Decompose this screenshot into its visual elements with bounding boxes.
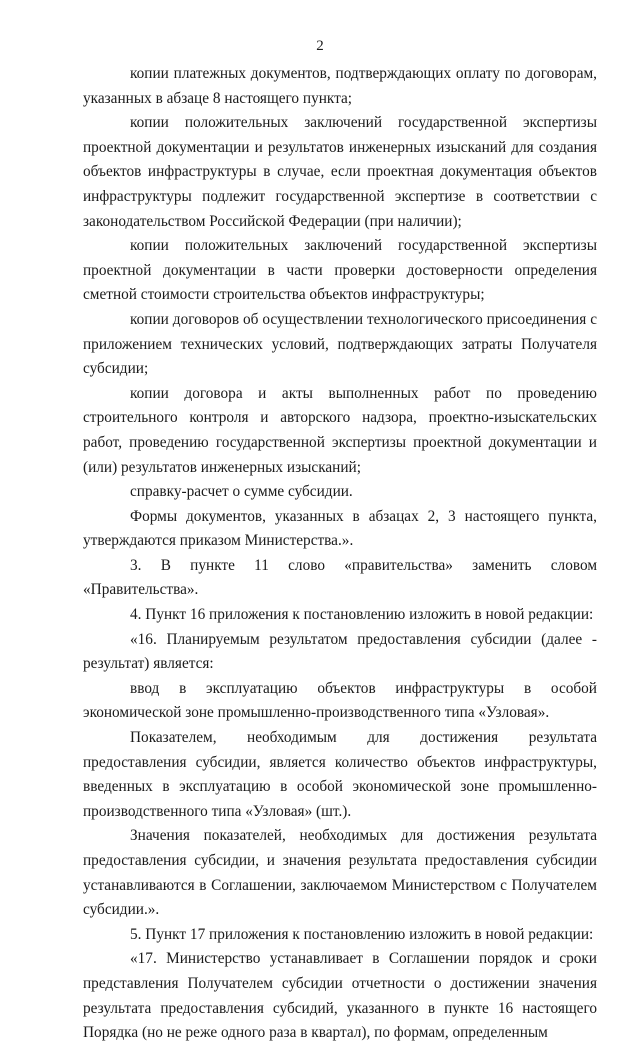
page-number: 2 — [316, 38, 324, 54]
paragraph: копии договоров об осуществлении технологического присоединения с приложением технических условий, подтверждающих затраты Получателя субсидии; — [83, 310, 597, 378]
paragraph: 5. Пункт 17 приложения к постановлению изложить в новой редакции: — [130, 925, 594, 943]
paragraph: Значения показателей, необходимых для достижения результата предоставления субсидии, и значения результата предоставления субсидии устанавливаются в Соглашении, заключаемом Министерством с Получателем субсидии.». — [83, 827, 597, 919]
paragraph: 4. Пункт 16 приложения к постановлению изложить в новой редакции: — [130, 606, 594, 624]
document-body — [83, 62, 597, 1046]
paragraph: Показателем, необходимым для достижения результата предоставления субсидии, является количество объектов инфраструктуры, введенных в эксплуатацию в особой экономической зоне промышленно-производственного типа «Узловая» (шт.). — [83, 729, 597, 820]
paragraph: копии платежных документов, подтверждающих оплату по договорам, указанных в абзаце 8 настоящего пункта; — [83, 65, 597, 107]
paragraph: справку-расчет о сумме субсидии. — [130, 483, 353, 501]
paragraph: ввод в эксплуатацию объектов инфраструктуры в особой экономической зоне промышленно-производственного типа «Узловая». — [83, 679, 597, 722]
paragraph: «16. Планируемым результатом предоставления субсидии (далее - результат) является: — [83, 630, 597, 673]
paragraph: «17. Министерство устанавливает в Соглашении порядок и сроки представления Получателем субсидии отчетности о достижении значения результата предоставления субсидий, указанного в пункте 16 настоящего Порядка (но не реже одного раза в квартал), по формам, определенным — [83, 950, 597, 1042]
paragraph: 3. В пункте 11 слово «правительства» заменить словом «Правительства». — [83, 556, 597, 599]
paragraph: копии положительных заключений государственной экспертизы проектной документации в части проверки достоверности определения сметной стоимости строительства объектов инфраструктуры; — [83, 237, 597, 304]
paragraph: копии положительных заключений государственной экспертизы проектной документации и результатов инженерных изысканий для создания объектов инфраструктуры в случае, если проектная документация объектов инфраструктуры подлежит государственной экспертизе в соответствии с законодательством Российской Федерации (при наличии); — [83, 114, 597, 230]
paragraph: Формы документов, указанных в абзацах 2, 3 настоящего пункта, утверждаются приказом Министерства.». — [83, 507, 597, 550]
paragraph: копии договора и акты выполненных работ по проведению строительного контроля и авторского надзора, проектно-изыскательских работ, проведению государственной экспертизы проектной документации и (или) результатов инженерных изысканий; — [83, 384, 597, 476]
